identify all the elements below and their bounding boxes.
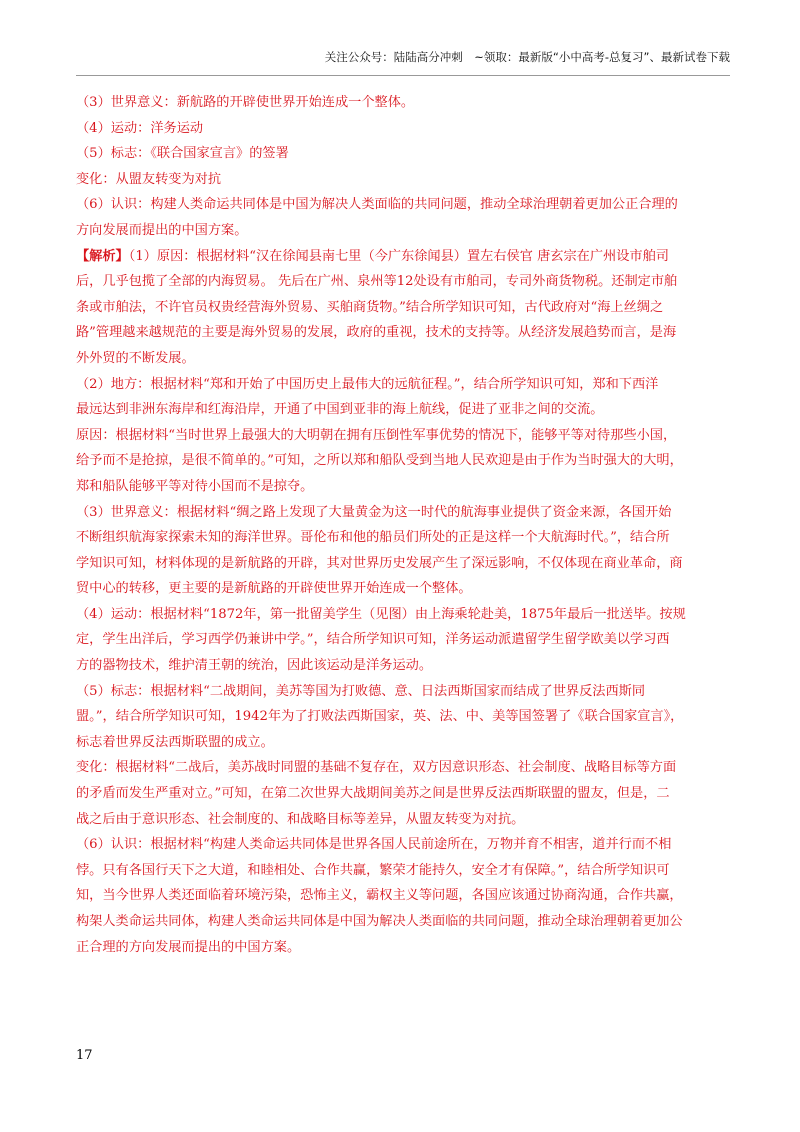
analysis-line: （6）认识：根据材料“构建人类命运共同体是世界各国人民前途所在，万物并育不相害，道并行而不相 (76, 837, 672, 853)
analysis-line: 知，当今世界人类还面临着环境污染，恐怖主义，霸权主义等问题，各国应该通过协商沟通，合作共赢， (76, 888, 683, 904)
document-body (76, 90, 736, 960)
answer-line: 方向发展而提出的中国方案。 (76, 222, 248, 238)
analysis-section (76, 244, 736, 961)
analysis-line: 正合理的方向发展而提出的中国方案。 (76, 939, 301, 955)
analysis-line-text: （1）原因：根据材料“汉在徐闻县南七里（今广东徐闻县）置左右侯官 唐玄宗在广州设市舶司 (128, 248, 669, 264)
answer-line: （3）世界意义：新航路的开辟使世界开始连成一个整体。 (76, 95, 415, 110)
analysis-line: 学知识可知，材料体现的是新航路的开辟，其对世界历史发展产生了深远影响，不仅体现在商业革命，商 (76, 555, 683, 571)
analysis-line: （2）地方：根据材料“郑和开始了中国历史上最伟大的远航征程。”，结合所学知识可知，郑和下西洋 (76, 376, 659, 392)
answer-section (76, 90, 736, 244)
analysis-line: 的矛盾而发生严重对立。”可知，在第二次世界大战期间美苏之间是世界反法西斯联盟的盟友，但是，二 (76, 786, 670, 802)
analysis-line: 定，学生出洋后，学习西学仍兼讲中学。”，结合所学知识可知，洋务运动派遣留学生留学欧美以学习西 (76, 632, 670, 648)
analysis-line: （3）世界意义：根据材料“绸之路上发现了大量黄金为这一时代的航海事业提供了资金来源，各国开始 (76, 504, 672, 520)
analysis-line: 路”管理越来越规范的主要是海外贸易的发展，政府的重视，技术的支持等。从经济发展趋势而言，是海 (76, 325, 677, 341)
analysis-line: 悖。只有各国行天下之大道，和睦相处、合作共赢，繁荣才能持久，安全才有保障。”，结合所学知识可 (76, 862, 670, 878)
page-header: 关注公众号：陆陆高分冲刺 ~领取：最新版“小中高考-总复习”、最新试卷下载 (324, 50, 730, 64)
analysis-line: 不断组织航海家探索未知的海洋世界。哥伦布和他的船员们所处的正是这样一个大航海时代。”，结合所 (76, 530, 670, 546)
analysis-line: 变化：根据材料“二战后，美苏战时同盟的基础不复存在，双方因意识形态、社会制度、战略目标等方面 (76, 760, 677, 776)
analysis-tag: 【解析】 (76, 248, 129, 264)
page-number: 17 (76, 1048, 93, 1063)
analysis-line: 战之后由于意识形态、社会制度的、和战略目标等差异，从盟友转变为对抗。 (76, 811, 525, 827)
analysis-line: 外外贸的不断发展。 (76, 350, 195, 366)
header-divider (76, 75, 730, 76)
answer-line: 变化：从盟友转变为对抗 (76, 171, 222, 187)
analysis-line: 原因：根据材料“当时世界上最强大的大明朝在拥有压倒性军事优势的情况下，能够平等对待那些小国， (76, 427, 677, 443)
answer-line: （6）认识：构建人类命运共同体是中国为解决人类面临的共同问题，推动全球治理朝着更加公正合理的 (76, 197, 678, 213)
analysis-line: 郑和船队能够平等对待小国而不是掠夺。 (76, 478, 314, 494)
analysis-first-line (76, 244, 736, 270)
analysis-line: 方的器物技术，维护清王朝的统治，因此该运动是洋务运动。 (76, 658, 433, 674)
analysis-line: 盟。”，结合所学知识可知，1942年为了打败法西斯国家，英、法、中、美等国签署了《联合国家宣言》， (76, 709, 684, 725)
analysis-line: （4）运动：根据材料“1872年，第一批留美学生（见图）由上海乘轮赴美，1875年最后一批送毕。按规 (76, 606, 686, 622)
analysis-line: 给予而不是抢掠，是很不简单的。”可知，之所以郑和船队受到当地人民欢迎是由于作为当时强大的大明， (76, 453, 683, 469)
analysis-line: 最远达到非洲东海岸和红海沿岸，开通了中国到亚非的海上航线，促进了亚非之间的交流。 (76, 402, 604, 418)
analysis-line: （5）标志：根据材料“二战期间，美苏等国为打败德、意、日法西斯国家而结成了世界反法西斯同 (76, 683, 646, 699)
analysis-line: 构架人类命运共同体，构建人类命运共同体是中国为解决人类面临的共同问题，推动全球治理朝着更加公 (76, 914, 683, 929)
answer-line: （5）标志：《联合国家宣言》的签署 (76, 146, 289, 162)
analysis-line: 贸中心的转移，更主要的是新航路的开辟使世界开始连成一个整体。 (76, 581, 472, 597)
analysis-line: 条或市舶法，不许官员权贵经营海外贸易、买舶商货物。”结合所学知识可知，古代政府对“海上丝绸之 (76, 299, 664, 315)
answer-line: （4）运动：洋务运动 (76, 120, 204, 136)
analysis-line: 标志着世界反法西斯联盟的成立。 (76, 734, 274, 750)
analysis-line: 后，几乎包揽了全部的内海贸易。 先后在广州、泉州等12处设有市舶司，专司外商货物税。还制定市舶 (76, 274, 678, 290)
